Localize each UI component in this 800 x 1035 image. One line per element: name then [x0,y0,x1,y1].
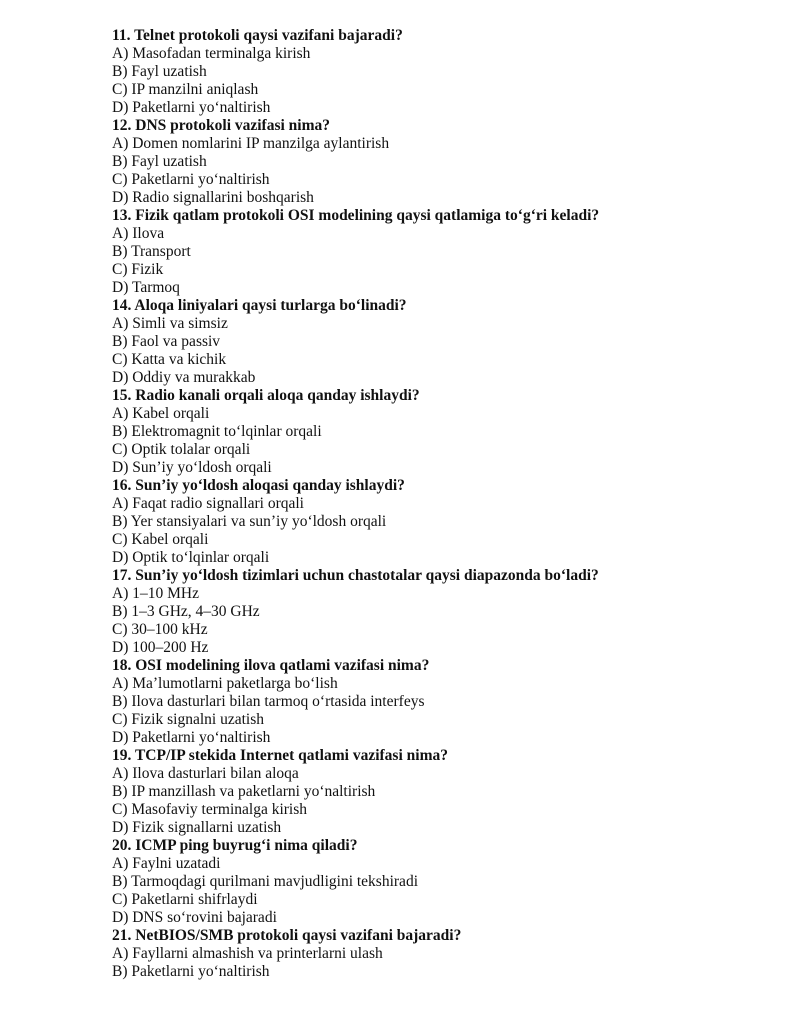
answer-option: C) IP manzilni aniqlash [112,81,259,98]
question-block [112,207,772,297]
answer-option: A) Fayllarni almashish va printerlarni ulash [112,945,383,962]
question-block [112,657,772,747]
answer-option: B) Faol va passiv [112,333,221,350]
answer-option: D) 100–200 Hz [112,639,209,656]
answer-option: D) Fizik signallarni uzatish [112,819,282,836]
answer-option: B) Paketlarni yo‘naltirish [112,963,270,980]
answer-option: D) Tarmoq [112,279,180,296]
answer-option: C) Optik tolalar orqali [112,441,251,458]
answer-option: D) Paketlarni yo‘naltirish [112,729,271,746]
question-title: 20. ICMP ping buyrug‘i nima qiladi? [112,837,358,854]
answer-option: A) Faylni uzatadi [112,855,221,872]
question-block [112,477,772,567]
question-title: 17. Sun’iy yo‘ldosh tizimlari uchun chastotalar qaysi diapazonda bo‘ladi? [112,567,599,584]
question-block [112,747,772,837]
question-title: 16. Sun’iy yo‘ldosh aloqasi qanday ishlaydi? [112,477,405,494]
answer-option: C) Katta va kichik [112,351,227,368]
answer-option: C) Masofaviy terminalga kirish [112,801,307,818]
answer-option: C) Paketlarni shifrlaydi [112,891,258,908]
answer-option: D) Optik to‘lqinlar orqali [112,549,270,566]
answer-option: A) Faqat radio signallari orqali [112,495,304,512]
question-block [112,927,772,981]
answer-option: A) Ma’lumotlarni paketlarga bo‘lish [112,675,338,692]
question-block [112,387,772,477]
answer-option: A) Simli va simsiz [112,315,228,332]
answer-option: B) 1–3 GHz, 4–30 GHz [112,603,260,620]
answer-option: D) Paketlarni yo‘naltirish [112,99,271,116]
question-title: 11. Telnet protokoli qaysi vazifani bajaradi? [112,27,403,44]
question-block [112,117,772,207]
question-title: 15. Radio kanali orqali aloqa qanday ishlaydi? [112,387,420,404]
question-title: 19. TCP/IP stekida Internet qatlami vazifasi nima? [112,747,448,764]
answer-option: B) Tarmoqdagi qurilmani mavjudligini tekshiradi [112,873,418,890]
answer-option: D) Oddiy va murakkab [112,369,256,386]
question-title: 14. Aloqa liniyalari qaysi turlarga bo‘linadi? [112,297,407,314]
answer-option: A) Kabel orqali [112,405,210,422]
answer-option: B) Elektromagnit to‘lqinlar orqali [112,423,322,440]
question-title: 12. DNS protokoli vazifasi nima? [112,117,331,134]
answer-option: B) Fayl uzatish [112,153,207,170]
answer-option: D) Sun’iy yo‘ldosh orqali [112,459,272,476]
answer-option: B) Fayl uzatish [112,63,207,80]
answer-option: A) Masofadan terminalga kirish [112,45,311,62]
question-title: 21. NetBIOS/SMB protokoli qaysi vazifani bajaradi? [112,927,462,944]
question-block [112,27,772,117]
answer-option: A) Ilova [112,225,165,242]
answer-option: B) Ilova dasturlari bilan tarmoq o‘rtasida interfeys [112,693,425,710]
document-page [112,27,772,981]
answer-option: C) Kabel orqali [112,531,209,548]
answer-option: A) Ilova dasturlari bilan aloqa [112,765,299,782]
answer-option: C) Fizik [112,261,164,278]
answer-option: B) Transport [112,243,191,260]
answer-option: D) DNS so‘rovini bajaradi [112,909,277,926]
question-title: 13. Fizik qatlam protokoli OSI modelining qaysi qatlamiga to‘g‘ri keladi? [112,207,600,224]
answer-option: B) Yer stansiyalari va sun’iy yo‘ldosh orqali [112,513,387,530]
question-title: 18. OSI modelining ilova qatlami vazifasi nima? [112,657,430,674]
answer-option: B) IP manzillash va paketlarni yo‘naltirish [112,783,376,800]
answer-option: A) 1–10 MHz [112,585,199,602]
question-block [112,297,772,387]
question-block [112,567,772,657]
question-block [112,837,772,927]
answer-option: A) Domen nomlarini IP manzilga aylantirish [112,135,390,152]
answer-option: C) 30–100 kHz [112,621,208,638]
answer-option: D) Radio signallarini boshqarish [112,189,314,206]
answer-option: C) Paketlarni yo‘naltirish [112,171,270,188]
answer-option: C) Fizik signalni uzatish [112,711,264,728]
